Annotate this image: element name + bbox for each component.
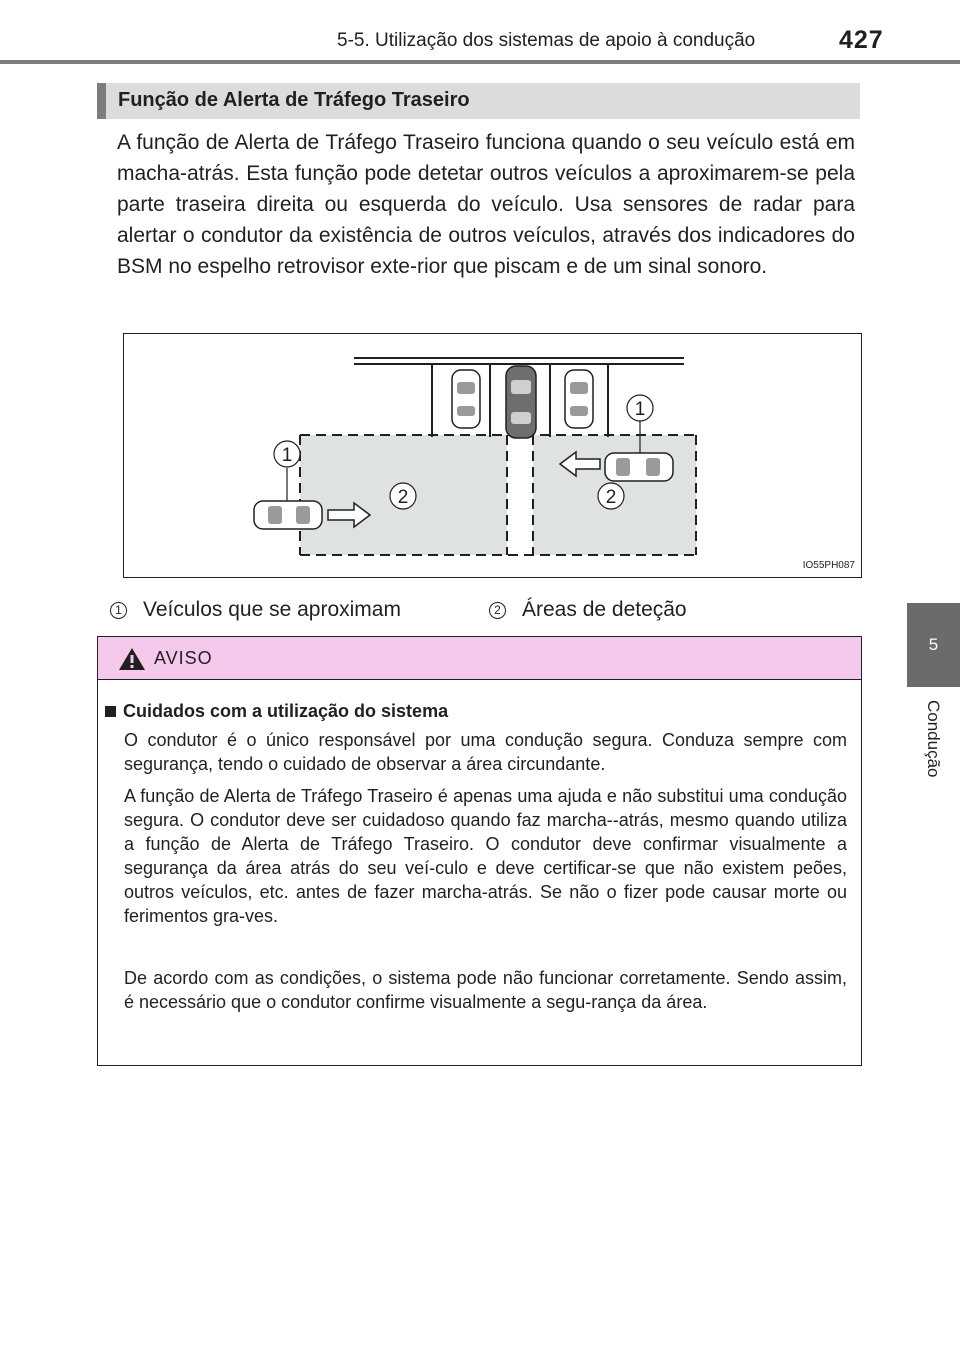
car-icon [506, 366, 536, 438]
callout-number: 1 [281, 445, 293, 466]
legend-text: Veículos que se aproximam [143, 598, 401, 621]
callout-number: 2 [605, 487, 617, 508]
callout-2-right [598, 483, 624, 509]
section-heading [97, 83, 860, 119]
running-header: 5-5. Utilização dos sistemas de apoio à condução [337, 30, 756, 51]
chapter-number: 5 [928, 635, 939, 654]
legend-text: Áreas de deteção [522, 598, 687, 621]
bullet-square-icon [105, 706, 116, 717]
callout-number: 1 [634, 399, 646, 420]
approaching-car-left-icon [254, 501, 322, 529]
callout-number: 2 [397, 487, 409, 508]
callout-2-left [390, 483, 416, 509]
legend-number: 2 [489, 602, 506, 619]
warning-paragraph: De acordo com as condições, o sistema pode não funcionar corretamente. Sendo assim, é necessário que o condutor confirme visualmente a segu-rança da área. [124, 968, 847, 1012]
diagram-illustration [124, 334, 861, 577]
callout-1-right [627, 395, 653, 421]
section-heading-text: Função de Alerta de Tráfego Traseiro [118, 89, 470, 111]
warning-triangle-icon [118, 647, 146, 671]
legend-number: 1 [110, 602, 127, 619]
section-paragraph: A função de Alerta de Tráfego Traseiro funciona quando o seu veículo está em macha-atrás. Esta função pode detetar outros veículos a aproximarem-se pela parte traseira direita ou esquerda do veículo. Usa sensores de radar para alertar o condutor da existência de outros veículos, através dos indicadores do BSM no espelho retrovisor exte-rior que piscam e de um sinal sonoro. [117, 131, 855, 278]
warning-paragraph: O condutor é o único responsável por uma condução segura. Conduza sempre com segurança, tendo o cuidado de observar a área circundante. [124, 730, 847, 774]
warning-title-text: Cuidados com a utilização do sistema [123, 701, 449, 721]
warning-box [97, 636, 862, 1066]
car-icon [565, 370, 593, 428]
page-number: 427 [839, 26, 884, 54]
warning-paragraph: A função de Alerta de Tráfego Traseiro é apenas uma ajuda e não substitui uma condução segura. O condutor deve ser cuidadoso quando faz marcha--atrás, mesmo quando utiliza a função de Alerta de Tráfego Traseiro. O condutor deve confirmar visualmente a segurança da área atrás do seu veí-culo e deve certificar-se que não existem peões, outros veículos, etc. antes de fazer marcha-atrás. Se não o fizer pode causar morte ou ferimentos gra-ves. [124, 786, 847, 926]
chapter-label: Condução [924, 700, 943, 778]
header-rule [0, 60, 960, 64]
legend-item-1 [110, 597, 401, 623]
rear-traffic-diagram [123, 333, 862, 578]
car-icon [452, 370, 480, 428]
callout-1-left [274, 441, 300, 467]
approaching-car-right-icon [605, 453, 673, 481]
warning-header [98, 637, 861, 680]
warning-title [105, 701, 448, 722]
warning-label: AVISO [154, 648, 213, 668]
chapter-tab [907, 603, 960, 687]
legend-item-2 [489, 597, 687, 623]
figure-code: IO55PH087 [802, 560, 855, 571]
